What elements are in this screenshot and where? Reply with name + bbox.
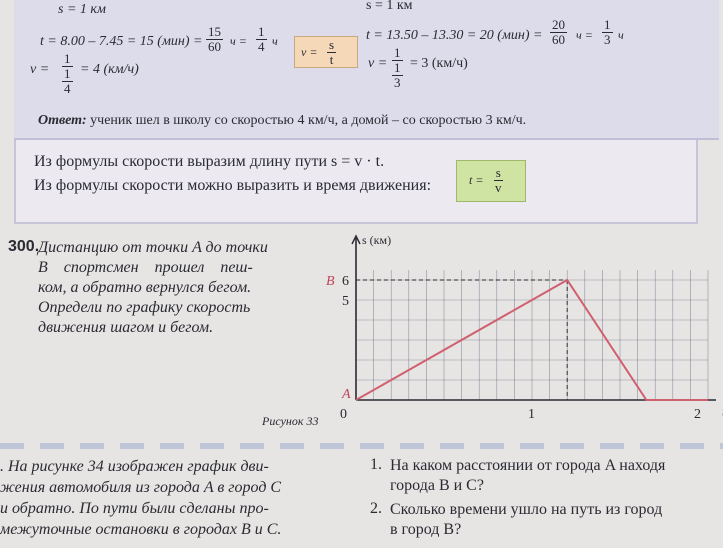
frac-num: 1: [258, 24, 265, 39]
point-label-b: B: [326, 274, 335, 289]
question-2: [370, 500, 723, 540]
questions-list: [370, 456, 723, 540]
frac-num: s: [329, 37, 335, 52]
distance-left: s = 1 км: [58, 2, 106, 17]
fraction-20-60: [550, 18, 567, 47]
y-axis-label: s (км): [362, 233, 392, 247]
problem-number: 300.: [8, 238, 40, 255]
frac-num: 15: [208, 24, 221, 39]
problem-line: Определи по графику скорость: [38, 299, 251, 316]
figure-caption: Рисунок 33: [262, 414, 319, 428]
nested-num: 1: [64, 66, 71, 81]
frac-den: 4: [258, 39, 265, 54]
time-calc-left: t = 8.00 – 7.45 = 15 (мин) =: [40, 34, 203, 49]
distance-right: s = 1 км: [366, 0, 413, 13]
question-1: [370, 456, 723, 496]
speed-fraction-left: [60, 52, 75, 96]
problem-text: [38, 238, 298, 338]
y-tick-label: 6: [342, 274, 349, 289]
question-line: На каком расстоянии от города A находя: [390, 457, 666, 474]
info-line-1: Из формулы скорости выразим длину пути s = v · t.: [34, 153, 385, 170]
frac-den: t: [329, 52, 334, 67]
info-line-2: Из формулы скорости можно выразить и время движения:: [34, 177, 432, 194]
question-number: 2.: [370, 500, 382, 517]
question-line: Сколько времени ушло на путь из город: [390, 501, 663, 518]
formula-fraction: [493, 166, 504, 195]
x-tick-label: 0: [340, 407, 347, 422]
distance-time-chart: [326, 228, 723, 440]
nested-den: 3: [394, 75, 401, 90]
frac-den: 3: [604, 32, 611, 47]
answer-label: Ответ:: [38, 113, 87, 128]
frac-den: v: [495, 180, 502, 195]
question-number: 1.: [370, 456, 382, 473]
hour-unit-left: ч: [272, 34, 278, 48]
chart-grid: [356, 270, 708, 400]
speed-fraction-right: [390, 46, 405, 90]
chart-labels: [326, 233, 723, 422]
time-calc-right: t = 13.50 – 13.30 = 20 (мин) =: [366, 28, 543, 43]
frac-num: 1: [394, 45, 401, 60]
fraction-1-3: [602, 18, 613, 47]
section-divider: [0, 443, 723, 449]
answer-text: ученик шел в школу со скоростью 4 км/ч, а домой – со скоростью 3 км/ч.: [90, 113, 527, 128]
frac-num: 20: [552, 17, 565, 32]
problem-line: B спортсмен прошел пеш-: [38, 259, 253, 276]
frac-den: 60: [208, 39, 221, 54]
point-label-a: A: [342, 387, 351, 402]
formula-fraction: [327, 38, 336, 67]
time-unit-right: ч =: [576, 28, 593, 42]
frac-num: 1: [604, 17, 611, 32]
frac-den: 60: [552, 32, 565, 47]
time-unit-left: ч =: [230, 34, 247, 48]
speed-prefix-right: v =: [368, 56, 388, 71]
problem-line: жения автомобиля из города A в город C: [0, 479, 282, 496]
problem-line: межуточные остановки в городах B и C.: [0, 521, 282, 538]
speed-result-right: = 3 (км/ч): [410, 56, 468, 71]
chart-axes: [352, 236, 716, 400]
question-line: города B и C?: [390, 477, 484, 494]
time-formula-box: [456, 160, 526, 202]
y-tick-label: 5: [342, 294, 349, 309]
problem-301-text: [0, 456, 350, 540]
nested-num: 1: [394, 60, 401, 75]
problem-line: движения шагом и бегом.: [38, 319, 214, 336]
hour-unit-right: ч: [618, 28, 624, 42]
x-tick-label: 2: [694, 407, 701, 422]
frac-den: [60, 67, 75, 96]
problem-line: Дистанцию от точки A до точки: [38, 239, 268, 256]
speed-result-left: = 4 (км/ч): [80, 62, 139, 77]
question-line: в город B?: [390, 521, 462, 538]
problem-line: и обратно. По пути были сделаны про-: [0, 500, 269, 517]
answer-line: [38, 113, 526, 129]
formula-lhs: t =: [469, 173, 484, 187]
nested-den: 4: [64, 81, 71, 96]
problem-line: ком, а обратно вернулся бегом.: [38, 279, 252, 296]
speed-formula-box: [294, 36, 358, 68]
x-tick-label: 1: [528, 407, 535, 422]
formula-lhs: v =: [301, 45, 318, 59]
problem-line: . На рисунке 34 изображен график дви-: [0, 458, 269, 475]
frac-num: s: [495, 165, 501, 180]
frac-num: 1: [64, 51, 71, 66]
fraction-15-60: [206, 25, 223, 54]
speed-prefix-left: v =: [30, 62, 50, 77]
frac-den: [390, 61, 405, 90]
fraction-1-4: [256, 25, 267, 54]
